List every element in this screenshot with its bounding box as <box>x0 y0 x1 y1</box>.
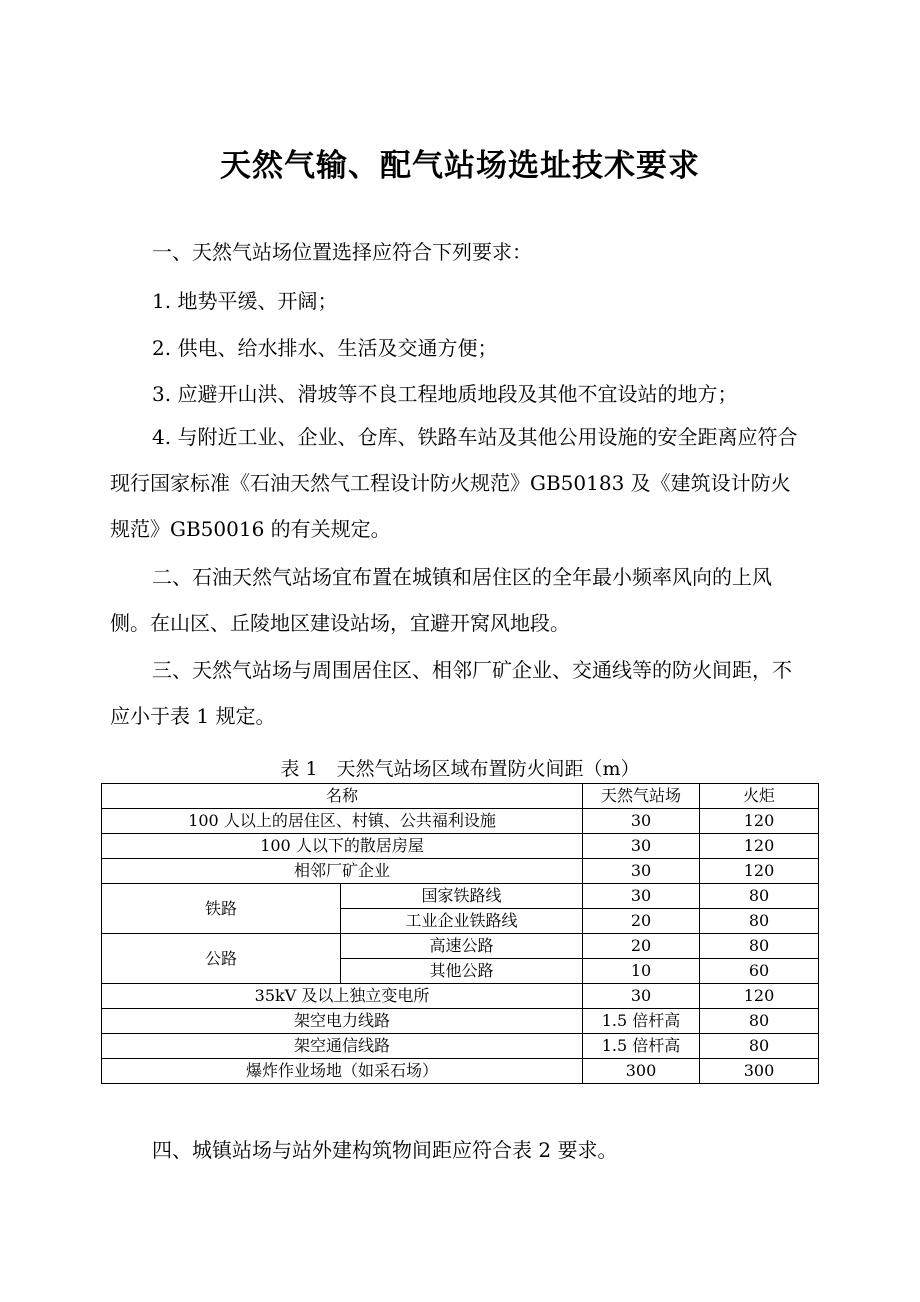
row-station-distance: 1.5 倍杆高 <box>583 1034 700 1059</box>
table-row <box>102 1034 819 1059</box>
header-name: 名称 <box>102 784 583 809</box>
table-row <box>102 859 819 884</box>
row-name: 其他公路 <box>341 959 583 984</box>
row-name: 架空通信线路 <box>102 1034 583 1059</box>
header-station: 天然气站场 <box>583 784 700 809</box>
row-name: 相邻厂矿企业 <box>102 859 583 884</box>
row-station-distance: 30 <box>583 834 700 859</box>
section-3-paragraph: 三、天然气站场与周围居住区、相邻厂矿企业、交通线等的防火间距，不应小于表 1 规定。 <box>110 658 792 728</box>
row-station-distance: 20 <box>583 909 700 934</box>
section-1-item-4: 4. 与附近工业、企业、仓库、铁路车站及其他公用设施的安全距离应符合现行国家标准《石油天然气工程设计防火规范》GB50183 及《建筑设计防火规范》GB50016 的有关规定。 <box>110 425 798 541</box>
table-row <box>102 834 819 859</box>
section-1-heading: 一、天然气站场位置选择应符合下列要求： <box>152 240 532 264</box>
row-flare-distance: 80 <box>700 934 819 959</box>
row-station-distance: 30 <box>583 984 700 1009</box>
row-station-distance: 1.5 倍杆高 <box>583 1009 700 1034</box>
row-flare-distance: 300 <box>700 1059 819 1084</box>
section-4-paragraph: 四、城镇站场与站外建构筑物间距应符合表 2 要求。 <box>152 1138 618 1162</box>
table-row <box>102 1009 819 1034</box>
table-row <box>102 884 819 909</box>
row-flare-distance: 120 <box>700 984 819 1009</box>
row-station-distance: 10 <box>583 959 700 984</box>
row-flare-distance: 120 <box>700 859 819 884</box>
row-flare-distance: 80 <box>700 909 819 934</box>
row-name: 35kV 及以上独立变电所 <box>102 984 583 1009</box>
row-name: 100 人以上的居住区、村镇、公共福利设施 <box>102 809 583 834</box>
row-flare-distance: 120 <box>700 809 819 834</box>
row-station-distance: 300 <box>583 1059 700 1084</box>
row-name: 架空电力线路 <box>102 1009 583 1034</box>
row-station-distance: 30 <box>583 859 700 884</box>
table-1-caption: 表 1 天然气站场区域布置防火间距（m） <box>280 758 640 780</box>
group-label-railway: 铁路 <box>102 884 341 934</box>
fire-distance-table <box>101 783 819 1084</box>
document-title: 天然气输、配气站场选址技术要求 <box>220 148 700 184</box>
row-name: 100 人以下的散居房屋 <box>102 834 583 859</box>
row-flare-distance: 80 <box>700 884 819 909</box>
row-flare-distance: 80 <box>700 1009 819 1034</box>
table-header-row <box>102 784 819 809</box>
group-label-highway: 公路 <box>102 934 341 984</box>
table-row <box>102 809 819 834</box>
section-1-item-2: 2. 供电、给水排水、生活及交通方便； <box>152 336 498 360</box>
section-2-paragraph: 二、石油天然气站场宜布置在城镇和居住区的全年最小频率风向的上风侧。在山区、丘陵地区建设站场，宜避开窝风地段。 <box>110 565 772 635</box>
table-row <box>102 934 819 959</box>
table-row <box>102 1059 819 1084</box>
row-station-distance: 30 <box>583 809 700 834</box>
section-1-item-1: 1. 地势平缓、开阔； <box>152 289 338 313</box>
row-flare-distance: 60 <box>700 959 819 984</box>
row-flare-distance: 120 <box>700 834 819 859</box>
row-station-distance: 20 <box>583 934 700 959</box>
header-flare: 火炬 <box>700 784 819 809</box>
row-flare-distance: 80 <box>700 1034 819 1059</box>
section-1-item-3: 3. 应避开山洪、滑坡等不良工程地质地段及其他不宜设站的地方； <box>152 382 738 406</box>
row-name: 高速公路 <box>341 934 583 959</box>
row-station-distance: 30 <box>583 884 700 909</box>
row-name: 国家铁路线 <box>341 884 583 909</box>
row-name: 工业企业铁路线 <box>341 909 583 934</box>
table-row <box>102 984 819 1009</box>
row-name: 爆炸作业场地（如采石场） <box>102 1059 583 1084</box>
